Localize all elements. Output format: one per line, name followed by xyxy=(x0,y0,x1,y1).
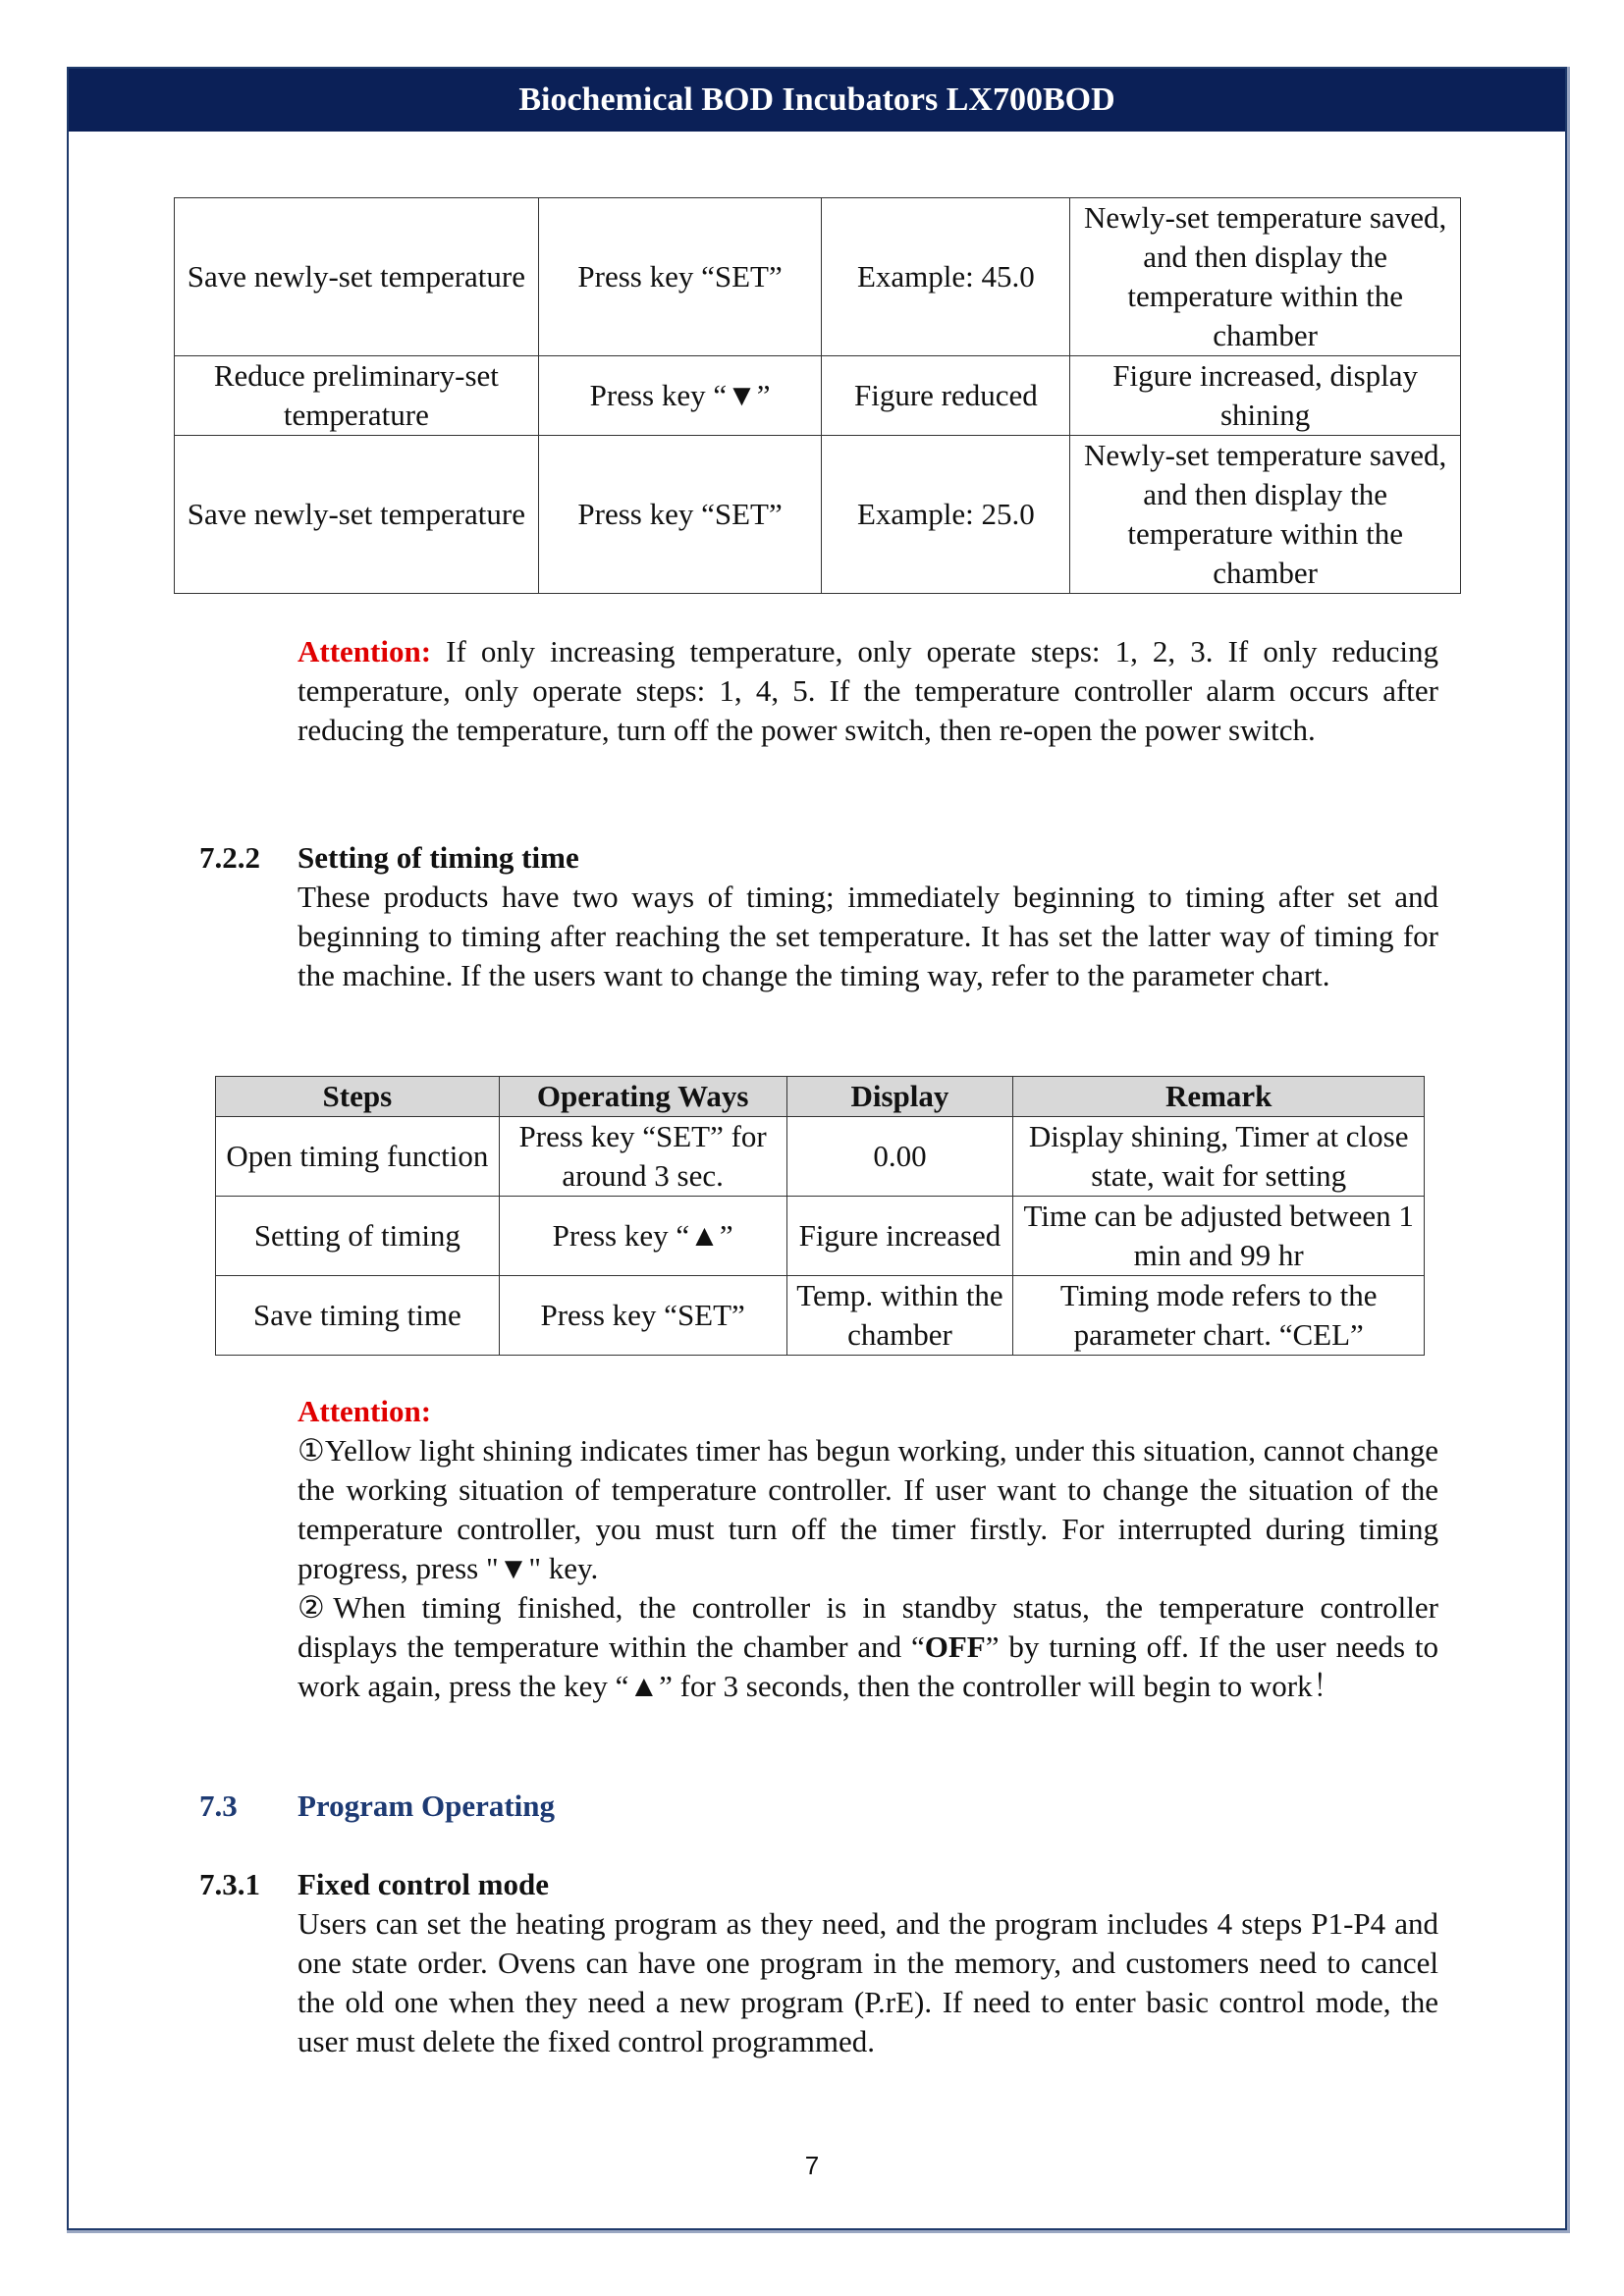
section-title: Program Operating xyxy=(298,1789,556,1823)
table-cell: Timing mode refers to the parameter chart. “CEL” xyxy=(1013,1276,1425,1356)
section-title: Fixed control mode xyxy=(298,1867,550,1901)
section-heading-7-3-1 xyxy=(199,1865,549,1904)
table-cell: Example: 25.0 xyxy=(822,436,1070,594)
section-heading-7-2-2 xyxy=(199,838,579,878)
column-header: Display xyxy=(786,1077,1013,1117)
section-number: 7.3 xyxy=(199,1789,238,1823)
table-cell: Save newly-set temperature xyxy=(175,198,539,356)
table-row xyxy=(216,1117,1425,1197)
table-cell: Press key “SET” xyxy=(538,198,822,356)
table-cell: Newly-set temperature saved, and then display the temperature within the chamber xyxy=(1070,436,1461,594)
attention-note-2 xyxy=(298,1392,1438,1706)
section-title: Setting of timing time xyxy=(298,840,579,875)
table-cell: Figure increased xyxy=(786,1197,1013,1276)
table-cell: Setting of timing xyxy=(216,1197,500,1276)
table-cell: Figure increased, display shining xyxy=(1070,356,1461,436)
table-row xyxy=(216,1197,1425,1276)
table-cell: Press key “▼” xyxy=(538,356,822,436)
table-cell: Press key “SET” for around 3 sec. xyxy=(499,1117,786,1197)
table-cell: Newly-set temperature saved, and then display the temperature within the chamber xyxy=(1070,198,1461,356)
table-cell: Example: 45.0 xyxy=(822,198,1070,356)
table-cell: 0.00 xyxy=(786,1117,1013,1197)
table-cell: Save timing time xyxy=(216,1276,500,1356)
attention-item-2 xyxy=(298,1588,1438,1706)
page-header: Biochemical BOD Incubators LX700BOD xyxy=(69,69,1565,132)
attention-item-1: ①Yellow light shining indicates timer has begun working, under this situation, cannot change the working situation of temperature controller. If user want to change the situation of the temperature controller, you must turn off the timer firstly. For interrupted during timing progress, press "▼" key. xyxy=(298,1433,1438,1585)
page-number: 7 xyxy=(804,2151,820,2180)
section-body-7-3-1: Users can set the heating program as they need, and the program includes 4 steps P1-P4 and one state order. Ovens can have one program in the memory, and customers need to cancel the old one when they need a new program (P.rE). If need to enter basic control mode, the user must delete the fixed control programmed. xyxy=(298,1906,1438,2058)
table-row xyxy=(175,436,1461,594)
table-header-row xyxy=(216,1077,1425,1117)
attention-item-text: ②When timing finished, the controller is in standby status, the temperature controller displays the temperature within the chamber and “ xyxy=(298,1590,1438,1664)
section-body-7-2-2: These products have two ways of timing; immediately beginning to timing after set and beginning to timing after reaching the set temperature. It has set the latter way of timing for the machine. If the users want to change the timing way, refer to the parameter chart. xyxy=(298,880,1438,992)
table-cell: Press key “▲” xyxy=(499,1197,786,1276)
attention-item-text: ” by turning off. If the user needs to work again, press the key “▲” for 3 seconds, then the controller will begin to work！ xyxy=(298,1629,1438,1703)
column-header: Steps xyxy=(216,1077,500,1117)
table-cell: Open timing function xyxy=(216,1117,500,1197)
frame-shadow-bottom xyxy=(67,2230,1570,2233)
section-number: 7.2.2 xyxy=(199,840,260,875)
table-cell: Save newly-set temperature xyxy=(175,436,539,594)
temperature-steps-table xyxy=(174,197,1461,594)
table-cell: Display shining, Timer at close state, wait for setting xyxy=(1013,1117,1425,1197)
attention-label: Attention: xyxy=(298,634,432,668)
table-cell: Reduce preliminary-set temperature xyxy=(175,356,539,436)
attention-text: If only increasing temperature, only operate steps: 1, 2, 3. If only reducing temperature, only operate steps: 1, 4, 5. If the temperature controller alarm occurs after reducing the temperature, turn off the power switch, then re-open the power switch. xyxy=(298,634,1438,747)
section-heading-7-3 xyxy=(199,1787,555,1826)
table-cell: Press key “SET” xyxy=(499,1276,786,1356)
column-header: Operating Ways xyxy=(499,1077,786,1117)
table-cell: Temp. within the chamber xyxy=(786,1276,1013,1356)
frame-shadow-right xyxy=(1567,67,1570,2232)
table-row xyxy=(216,1276,1425,1356)
table-cell: Time can be adjusted between 1 min and 99 hr xyxy=(1013,1197,1425,1276)
section-number: 7.3.1 xyxy=(199,1867,260,1901)
attention-label: Attention: xyxy=(298,1394,432,1428)
column-header: Remark xyxy=(1013,1077,1425,1117)
table-cell: Press key “SET” xyxy=(538,436,822,594)
table-row xyxy=(175,198,1461,356)
table-cell: Figure reduced xyxy=(822,356,1070,436)
timing-steps-table xyxy=(215,1076,1425,1356)
off-label: OFF xyxy=(924,1629,986,1664)
table-row xyxy=(175,356,1461,436)
attention-note-1 xyxy=(298,632,1438,750)
